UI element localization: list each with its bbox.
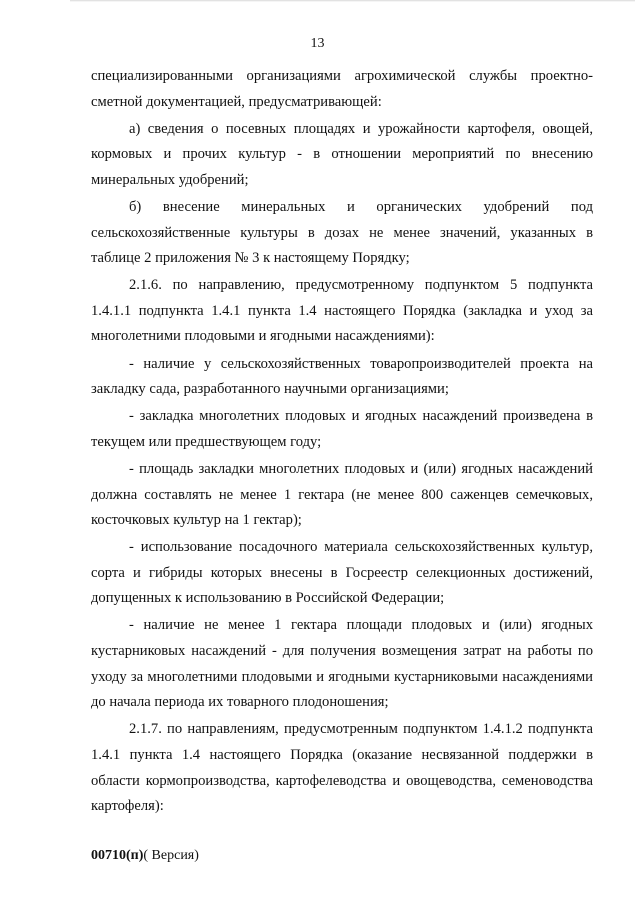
paragraph-bullet-planting-material: - использование посадочного материала сельскохозяйственных культур, сорта и гибриды которых внесены в Госреестр селекционных достижений, допущенных к использованию в Российской Федерации; <box>91 539 593 607</box>
paragraph-clause-2-1-6: 2.1.6. по направлению, предусмотренному подпунктом 5 подпункта 1.4.1.1 подпункта 1.4.1 пункта 1.4 настоящего Порядка (закладка и уход за многолетними плодовыми и ягодными насаждениями): <box>91 277 593 345</box>
paragraph-intro: специализированными организациями агрохимической службы проектно-сметной документацией, предусматривающей: <box>91 68 593 110</box>
paragraph-bullet-planting-area: - площадь закладки многолетних плодовых и (или) ягодных насаждений должна составлять не менее 1 гектара (не менее 800 саженцев семечковых, косточковых культур на 1 гектар); <box>91 460 593 529</box>
document-footer <box>91 848 199 864</box>
paragraph-clause-2-1-7: 2.1.7. по направлениям, предусмотренным подпунктом 1.4.1.2 подпункта 1.4.1 пункта 1.4 настоящего Порядка (оказание несвязанной поддержки в области кормопроизводства, картофелеводства и овощеводства, семеноводства картофеля): <box>91 721 593 815</box>
document-body <box>91 64 593 821</box>
paragraph-item-b: б) внесение минеральных и органических удобрений под сельскохозяйственные культуры в дозах не менее значений, указанных в таблице 2 приложения № 3 к настоящему Порядку; <box>91 198 593 267</box>
paragraph-bullet-planting-year: - закладка многолетних плодовых и ягодных насаждений произведена в текущем или предшествующем году; <box>91 408 593 450</box>
document-code: 00710(п) <box>91 848 144 863</box>
page-number: 13 <box>310 36 325 51</box>
paragraph-item-a: а) сведения о посевных площадях и урожайности картофеля, овощей, кормовых и прочих культур - в отношении мероприятий по внесению минеральных удобрений; <box>91 120 593 188</box>
paragraph-bullet-shrub-area: - наличие не менее 1 гектара площади плодовых и (или) ягодных кустарниковых насаждений - для получения возмещения затрат на работы по уходу за многолетними плодовыми и ягодными кустарниковыми насаждениями до начала периода их товарного плодоношения; <box>91 617 593 711</box>
document-version: ( Версия) <box>143 848 199 863</box>
paragraph-bullet-project: - наличие у сельскохозяйственных товаропроизводителей проекта на закладку сада, разработанного научными организациями; <box>91 355 593 398</box>
